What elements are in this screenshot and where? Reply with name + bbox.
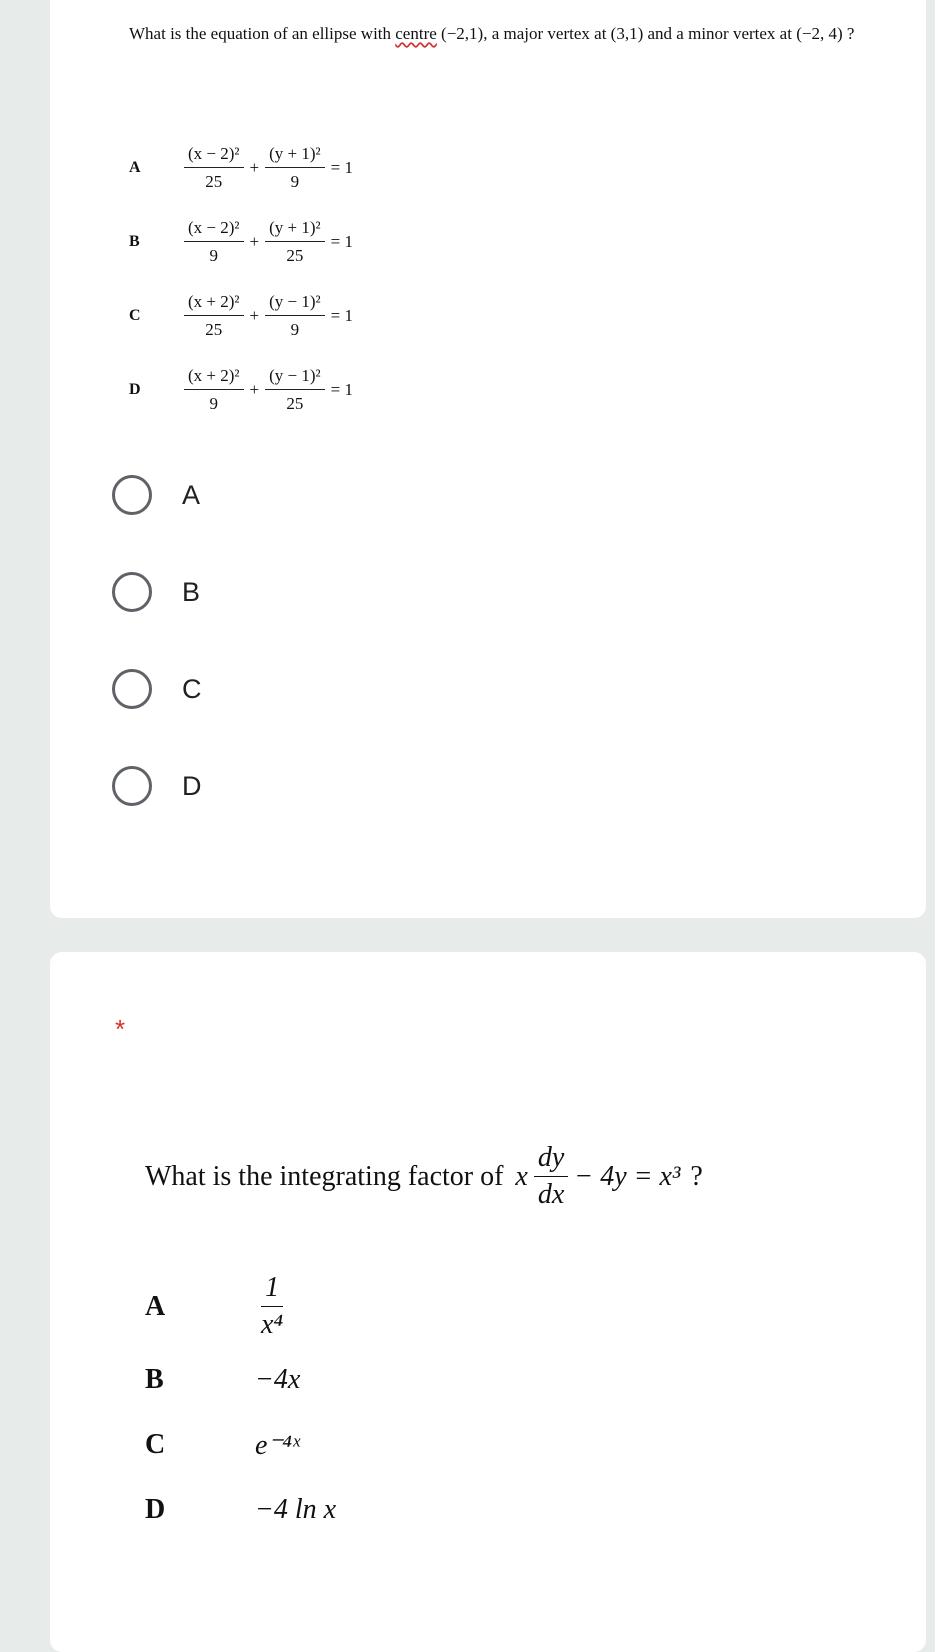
choice-d[interactable] bbox=[112, 766, 202, 806]
radio-button-d[interactable] bbox=[112, 766, 152, 806]
choice-c[interactable] bbox=[112, 669, 202, 709]
choice-label: B bbox=[182, 576, 201, 607]
option-a-row: A $\frac{\text{(x − 2)²}}{25}$ + $\frac{\text{(y + 1)²}}{9}$ = 1 bbox=[129, 144, 353, 191]
choice-label: C bbox=[182, 673, 202, 704]
choice-label: D bbox=[182, 770, 202, 801]
radio-button-a[interactable] bbox=[112, 475, 152, 515]
radio-button-b[interactable] bbox=[112, 572, 152, 612]
option-b-row: B $\frac{\text{(x − 2)²}}{9}$ + $\frac{\text{(y + 1)²}}{25}$ = 1 bbox=[129, 218, 353, 265]
option-d-row: D $\frac{\text{(x + 2)²}}{9}$ + $\frac{\text{(y − 1)²}}{25}$ = 1 bbox=[129, 366, 353, 413]
question-1-text: What is the equation of an ellipse with centre (−2,1), a major vertex at (3,1) and a minor vertex at (−2, 4) ? bbox=[129, 24, 855, 43]
option-c-row: C $\frac{\text{(x + 2)²}}{25}$ + $\frac{\text{(y − 1)²}}{9}$ = 1 bbox=[129, 292, 353, 339]
question-2-text: What is the integrating factor of x $\frac{dy}{dx}$ − 4y = x³ ? bbox=[145, 1142, 703, 1210]
choice-b[interactable] bbox=[112, 572, 200, 612]
q2-option-c: C e⁻⁴ˣ bbox=[145, 1429, 300, 1461]
choice-label: A bbox=[182, 479, 201, 510]
q2-option-d: D −4 ln x bbox=[145, 1494, 337, 1525]
q2-option-b: B −4x bbox=[145, 1364, 301, 1395]
q2-option-a: A $\frac{1}{\text{x⁴}}$ bbox=[145, 1272, 284, 1340]
question-card-1 bbox=[50, 0, 926, 918]
choice-a[interactable] bbox=[112, 475, 200, 515]
question-card-2 bbox=[50, 952, 926, 1652]
required-marker: * bbox=[115, 1014, 126, 1044]
radio-button-c[interactable] bbox=[112, 669, 152, 709]
